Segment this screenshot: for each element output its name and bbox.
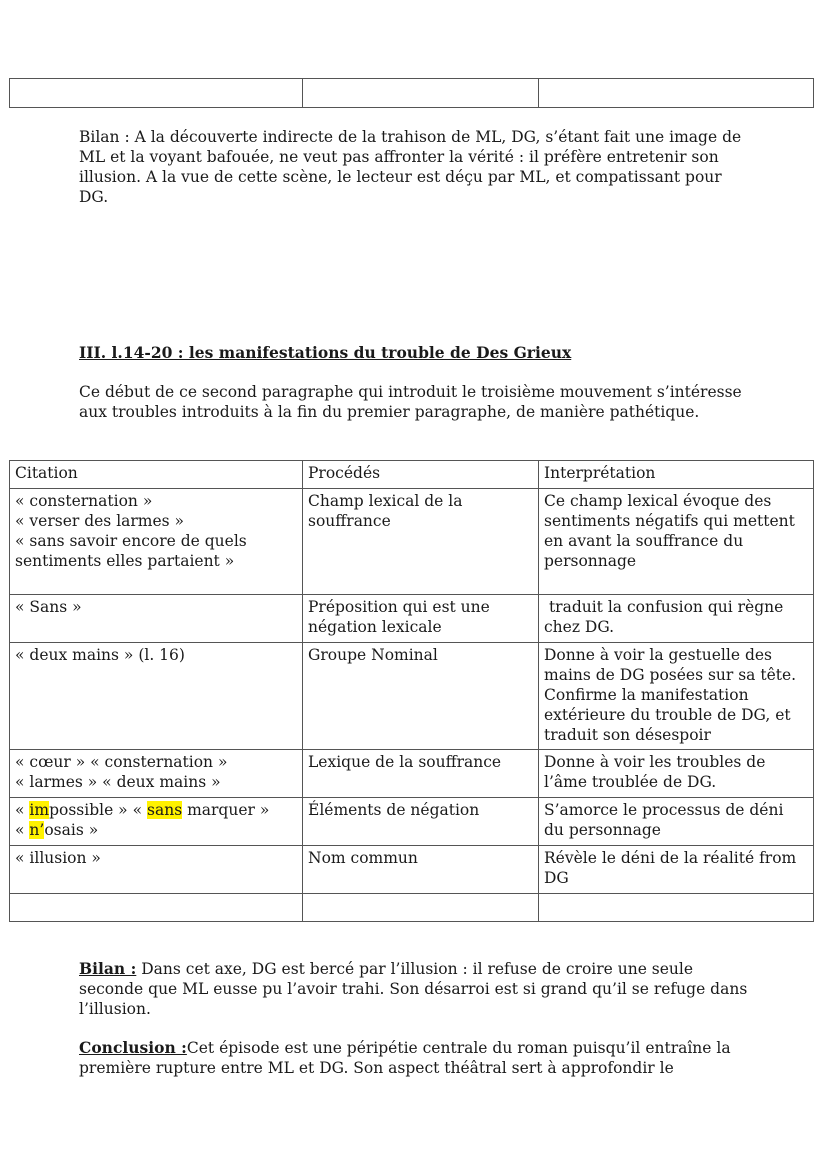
citation-line: « illusion » [15,849,101,867]
section-heading: III. l.14-20 : les manifestations du trouble de Des Grieux [79,343,572,362]
procede-cell: Nom commun [303,846,539,894]
quote-open: « [15,821,30,839]
empty-cell [10,79,303,108]
empty-cell [303,79,539,108]
citation-line: « verser des larmes » [15,512,185,530]
procede-cell: Groupe Nominal [303,643,539,750]
table-row [10,643,814,750]
interpretation-cell: S’amorce le processus de déni du personnage [539,798,814,846]
citation-line: « cœur » « consternation » [15,753,228,771]
empty-cell [539,79,814,108]
empty-cell [303,894,539,922]
interpretation-cell: Ce champ lexical évoque des sentiments négatifs qui mettent en avant la souffrance du personnage [539,489,814,595]
analysis-table [9,460,814,922]
citation-text: marquer » [182,801,270,819]
quote-open: « [15,801,30,819]
citation-line: « Sans » [15,598,82,616]
table-row-empty [10,894,814,922]
quote-open: « [132,801,148,819]
citation-cell [10,750,303,798]
previous-table-stub [9,78,814,108]
highlighted-text: sans [147,801,183,819]
highlighted-text: im [29,801,50,819]
citation-line: « sans savoir encore de quels sentiments elles partaient » [15,532,247,570]
table-row [10,489,814,595]
bilan-text: Dans cet axe, DG est bercé par l’illusion : il refuse de croire une seule seconde que ML eusse pu l’avoir trahi. Son désarroi est si grand qu’il se refuge dans l’illusion. [79,960,748,1018]
citation-line [15,820,297,840]
procede-cell: Champ lexical de la souffrance [303,489,539,595]
highlighted-text: n’ [29,821,45,839]
citation-cell [10,489,303,595]
bilan-label: Bilan : [79,959,137,978]
bilan-paragraph: Bilan : A la découverte indirecte de la trahison de ML, DG, s’étant fait une image de ML et la voyant bafouée, ne veut pas affronter la vérité : il préfère entretenir son illusion. A la vue de cette scène, le lecteur est déçu par ML, et compatissant pour DG. [79,128,742,206]
table-header-row [10,461,814,489]
empty-cell [539,894,814,922]
procede-cell: Lexique de la souffrance [303,750,539,798]
citation-cell [10,595,303,643]
table-row [10,595,814,643]
conclusion-text: Cet épisode est une péripétie centrale du roman puisqu’il entraîne la première rupture entre ML et DG. Son aspect théâtral sert à approfondir le [79,1039,731,1077]
section-intro: Ce début de ce second paragraphe qui introduit le troisième mouvement s’intéresse aux troubles introduits à la fin du premier paragraphe, de manière pathétique. [79,383,742,421]
procede-cell: Éléments de négation [303,798,539,846]
header-interpretation: Interprétation [539,461,814,489]
empty-cell [10,894,303,922]
citation-line: « deux mains » (l. 16) [15,646,185,664]
procede-cell: Préposition qui est une négation lexicale [303,595,539,643]
citation-text: possible » [49,801,133,819]
table-row [10,798,814,846]
table-row [10,846,814,894]
header-citation: Citation [10,461,303,489]
bilan-axis-paragraph [79,959,749,1019]
interpretation-cell: Révèle le déni de la réalité from DG [539,846,814,894]
interpretation-cell: traduit la confusion qui règne chez DG. [539,595,814,643]
table-row [10,750,814,798]
interpretation-cell: Donne à voir la gestuelle des mains de DG posées sur sa tête. Confirme la manifestation extérieure du trouble de DG, et traduit son désespoir [539,643,814,750]
interpretation-cell: Donne à voir les troubles de l’âme troublée de DG. [539,750,814,798]
citation-cell [10,798,303,846]
citation-line: « larmes » « deux mains » [15,773,221,791]
citation-cell [10,643,303,750]
citation-text: osais » [44,821,99,839]
citation-cell [10,846,303,894]
conclusion-label: Conclusion : [79,1038,187,1057]
citation-line: « consternation » [15,492,153,510]
citation-line [15,800,297,820]
header-procedes: Procédés [303,461,539,489]
conclusion-paragraph [79,1038,749,1078]
